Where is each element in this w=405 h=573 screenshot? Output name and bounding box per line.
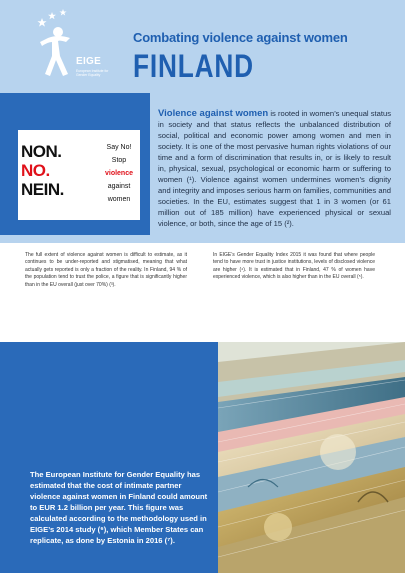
logo-subtitle: European Institute for Gender Equality — [76, 69, 109, 77]
intro-body: is rooted in women’s unequal status in society and that status reflects the unbalanced distribution of social, political and economic power among women and men in society. It is one of the most pervasive human rights violations of our time and a form of discrimination that results in, or is likely to result in, physical, sexual, psychological or economic harm or suffering to women (¹). Violence against women undermines women’s dignity and integrity and imposes serious harm on families, communities and societies. In the EU, estimates suggest that 1 in 3 women (or 61 million out of 185 million) have experienced physical or sexual violence, or both, since the age of 15 (²). — [158, 109, 391, 228]
intro-lead: Violence against women — [158, 108, 269, 119]
say-no-sign — [18, 130, 140, 220]
sign-against: against — [107, 183, 131, 190]
banknotes-illustration — [218, 342, 405, 573]
page-title: FINLAND — [133, 48, 254, 84]
header — [0, 0, 405, 88]
sign-non: NON. — [21, 142, 62, 161]
sign-say-no: Say No! — [106, 144, 132, 151]
sign-no: NO. — [21, 161, 50, 180]
euro-banknotes-image — [218, 342, 405, 573]
page-subtitle: Combating violence against women — [133, 30, 348, 45]
sign-stop: Stop — [111, 157, 127, 164]
highlight-text: The European Institute for Gender Equality has estimated that the cost of intimate partner violence against women in Finland could amount to EUR 1.2 billion per year. This figure was calculated according to the methodology used in EIGE’s 2014 study (⁶), which Member States can replicate, as done by Estonia in 2016 (⁷). — [30, 470, 208, 545]
sign-violence: violence — [104, 170, 133, 177]
intro-paragraph — [158, 108, 391, 229]
body-column-right: In EIGE’s Gender Equality Index 2015 it was found that where people tend to have more trust in justice institutions, levels of disclosed violence are higher (⁴). It is estimated that in Finland, 47 % of women have experienced violence, which is also higher than in the EU overall (⁵). — [213, 252, 375, 281]
body-column-left: The full extent of violence against women is difficult to estimate, as it continues to be under-reported and stigmatised, meaning that what actually gets reported is only a fraction of the reality. In Finland, 94 % of the population tend to trust the police, a figure that is significantly higher than in the EU overall (just over 70%) (³). — [25, 252, 187, 288]
sign-women: women — [107, 196, 131, 203]
sign-nein: NEIN. — [21, 180, 64, 199]
logo-wordmark: EIGE — [76, 56, 102, 67]
